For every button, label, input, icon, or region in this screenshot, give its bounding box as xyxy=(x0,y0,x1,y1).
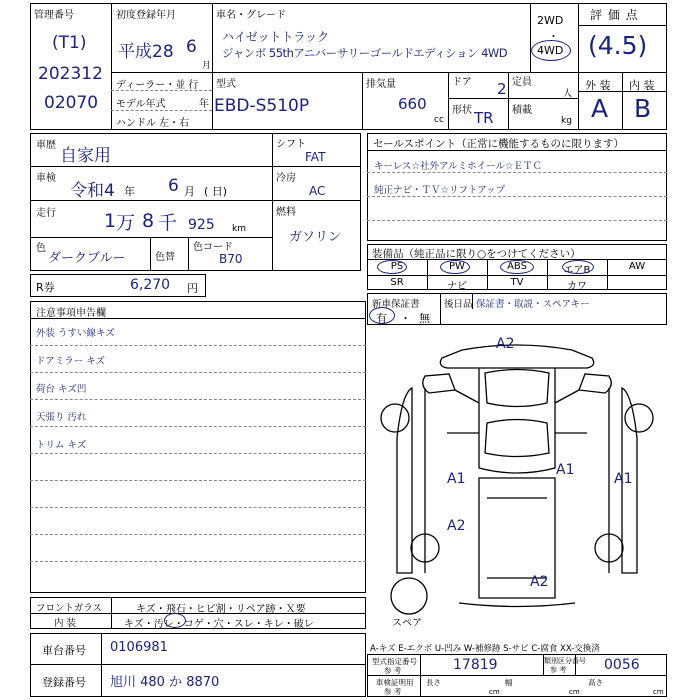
score-int-label: 内 装 xyxy=(629,79,655,92)
color-code: B70 xyxy=(219,252,243,266)
shift-value: FAT xyxy=(305,150,326,164)
later-value: 保証書・取説・スペアキー xyxy=(476,299,590,310)
warranty-label: 新車保証書 xyxy=(372,299,420,310)
chassis-label: 車台番号 xyxy=(42,644,86,657)
damage-label: A2 xyxy=(530,574,549,590)
car-line1: ハイゼットトラック xyxy=(222,30,330,44)
equip-ps-circle xyxy=(377,260,407,274)
equip-ps: PS xyxy=(390,261,404,272)
first-reg-era: 平成28 xyxy=(118,42,174,62)
color-value: ダークブルー xyxy=(48,251,126,266)
mileage-unit: km xyxy=(232,224,246,234)
mileage-sen-unit: 千 xyxy=(158,212,178,234)
note-item: ドアミラー キズ xyxy=(36,356,106,367)
history-label: 車歴 xyxy=(36,140,56,151)
mgmt-line2: 202312 xyxy=(38,64,103,84)
fuel-label: 燃料 xyxy=(276,207,296,218)
drive-2wd: 2WD xyxy=(537,14,564,27)
damage-label: A2 xyxy=(447,518,466,534)
cert-length: 長さ xyxy=(426,678,441,687)
mgmt-label: 管理番号 xyxy=(34,10,74,21)
cert-sub: 参 考 xyxy=(384,687,402,696)
front-glass-value: キズ・飛石・ヒビ割・リペア跡・Ｘ要 xyxy=(136,604,306,615)
engine-label: 排気量 xyxy=(366,79,396,90)
later-label: 後日品 xyxy=(444,299,473,310)
fuel-value: ガソリン xyxy=(289,230,342,245)
sales-label: セールスポイント（正常に機能するものに限ります） xyxy=(373,138,625,150)
damage-label: A2 xyxy=(496,336,515,352)
first-reg-month-unit: 月 xyxy=(202,61,212,71)
front-glass-label: フロントガラス xyxy=(36,603,102,614)
score-int: B xyxy=(634,94,652,123)
chassis-value: 0106981 xyxy=(110,640,168,655)
cert-length-unit: cm xyxy=(489,688,500,696)
engine-value: 660 xyxy=(398,95,427,113)
equip-abs-circle xyxy=(500,260,534,274)
designation-value: 17819 xyxy=(453,657,498,673)
equip-abs: ABS xyxy=(507,261,527,272)
damage-label: A1 xyxy=(614,471,633,487)
engine-unit: cc xyxy=(434,115,444,125)
inspection-month-unit: 月 xyxy=(184,185,195,198)
warranty-yes-circle xyxy=(369,307,395,324)
dealer-label: ディーラー・並 行 xyxy=(116,80,199,91)
recycle-box xyxy=(30,274,206,297)
equip-airbag: エアB xyxy=(563,265,591,276)
mileage-sen: 8 xyxy=(142,210,155,232)
warranty-yes: 有 xyxy=(376,312,387,325)
shape-value: TR xyxy=(474,109,494,127)
note-item: 荷台 キズ凹 xyxy=(36,384,87,395)
registration-label: 登録番号 xyxy=(42,676,86,689)
doors-value: 2 xyxy=(497,80,507,98)
notes-label: 注意事項申告欄 xyxy=(36,308,106,319)
color-label: 色 xyxy=(36,243,46,254)
inspection-year-unit: 年 xyxy=(124,185,135,198)
inspection-day-unit: ( 日) xyxy=(204,185,228,198)
model-value: EBD-S510P xyxy=(214,96,310,116)
designation-label: 型式指定番号 xyxy=(372,657,417,666)
drive-4wd: 4WD xyxy=(537,44,564,57)
inspection-label: 車検 xyxy=(36,173,56,184)
score-ext: A xyxy=(591,94,609,123)
car-label: 車名・グレード xyxy=(216,10,286,21)
car-line2: ジャンボ 55thアニバーサリーゴールドエディション 4WD xyxy=(222,46,508,60)
score-value: (4.5) xyxy=(588,31,648,60)
drive-4wd-circle xyxy=(531,40,571,61)
note-item: トリム キズ xyxy=(36,440,87,451)
history-value: 自家用 xyxy=(60,146,111,166)
shift-label: シフト xyxy=(276,139,306,150)
handle-label: ハンドル 左・右 xyxy=(116,118,190,129)
equip-pw: PW xyxy=(449,261,465,272)
equip-navi: ナビ xyxy=(447,281,467,292)
capacity-label: 定員 xyxy=(512,77,532,88)
cert-height: 高さ xyxy=(588,678,603,687)
note-item: 天張り 汚れ xyxy=(36,412,87,423)
load-unit: kg xyxy=(561,116,572,126)
inspection-era: 令和4 xyxy=(70,181,115,201)
cert-height-unit: cm xyxy=(653,688,664,696)
damage-label: A1 xyxy=(447,471,466,487)
warranty-dot: ・ xyxy=(400,312,411,325)
damage-legend: A-キズ E-エクボ U-凹み W-補修跡 S-サビ C-腐食 XX-交換済 xyxy=(370,644,600,654)
interior-stain-circle xyxy=(164,613,186,628)
class-label: 類別区分番号 xyxy=(544,657,586,665)
equip-leather: カワ xyxy=(567,281,587,292)
sales-item: 純正ナビ・ＴＶ☆リフトアップ xyxy=(374,185,506,196)
interior-value: キズ・汚レ・コゲ・穴・スレ・キレ・破レ xyxy=(124,619,314,630)
ac-label: 冷房 xyxy=(276,173,296,184)
color-code-label: 色コード xyxy=(193,242,233,253)
equip-airbag-circle xyxy=(562,260,594,274)
model-label: 型式 xyxy=(216,79,236,90)
interior-label: 内 装 xyxy=(54,618,77,629)
sales-item: キーレス☆社外アルミホイール☆ＥＴＣ xyxy=(374,161,542,172)
cert-label: 車検証明用 xyxy=(376,678,414,687)
recycle-label: R券 xyxy=(36,281,55,294)
note-item: 外装 うすい線キズ xyxy=(36,328,115,339)
mgmt-line1: (T1) xyxy=(52,33,87,53)
class-sub: 参 考 xyxy=(550,666,567,674)
equip-pw-circle xyxy=(440,260,470,274)
mileage-label: 走行 xyxy=(36,208,56,219)
inspection-month: 6 xyxy=(168,176,179,196)
equip-sr: SR xyxy=(390,277,404,288)
registration-value: 旭川 480 か 8870 xyxy=(110,675,220,690)
first-reg-month: 6 xyxy=(186,37,197,57)
mileage-rest: 925 xyxy=(188,217,215,233)
drive-dot: ・ xyxy=(548,30,559,43)
class-value: 0056 xyxy=(604,657,640,673)
spare-label: スペア xyxy=(392,618,422,629)
load-label: 積載 xyxy=(512,105,532,116)
cert-width-unit: cm xyxy=(569,688,580,696)
warranty-no: 無 xyxy=(419,312,430,325)
mileage-man-unit: 万 xyxy=(116,212,136,234)
cert-width: 幅 xyxy=(505,678,513,687)
doors-label: ドア xyxy=(452,77,472,88)
first-reg-label: 初度登録年月 xyxy=(116,10,176,21)
color-change-label: 色替 xyxy=(155,252,175,263)
shape-label: 形状 xyxy=(452,105,472,116)
equip-tv: TV xyxy=(510,277,524,288)
score-label: 評 価 点 xyxy=(590,8,639,22)
ac-value: AC xyxy=(309,184,326,198)
equipment-label: 装備品（純正品に限り○をつけてください） xyxy=(372,248,581,260)
recycle-unit: 円 xyxy=(187,282,198,295)
model-year-label: モデル年式 xyxy=(116,99,166,110)
mileage-man: 1 xyxy=(104,210,117,232)
capacity-unit: 人 xyxy=(563,89,573,99)
score-ext-label: 外 装 xyxy=(585,79,611,92)
damage-label: A1 xyxy=(556,462,575,478)
mgmt-line3: 02070 xyxy=(44,93,99,113)
recycle-value: 6,270 xyxy=(130,277,171,293)
designation-sub: 参 考 xyxy=(384,666,402,675)
model-year-unit: 年 xyxy=(199,99,209,110)
equip-aw: AW xyxy=(628,261,646,272)
